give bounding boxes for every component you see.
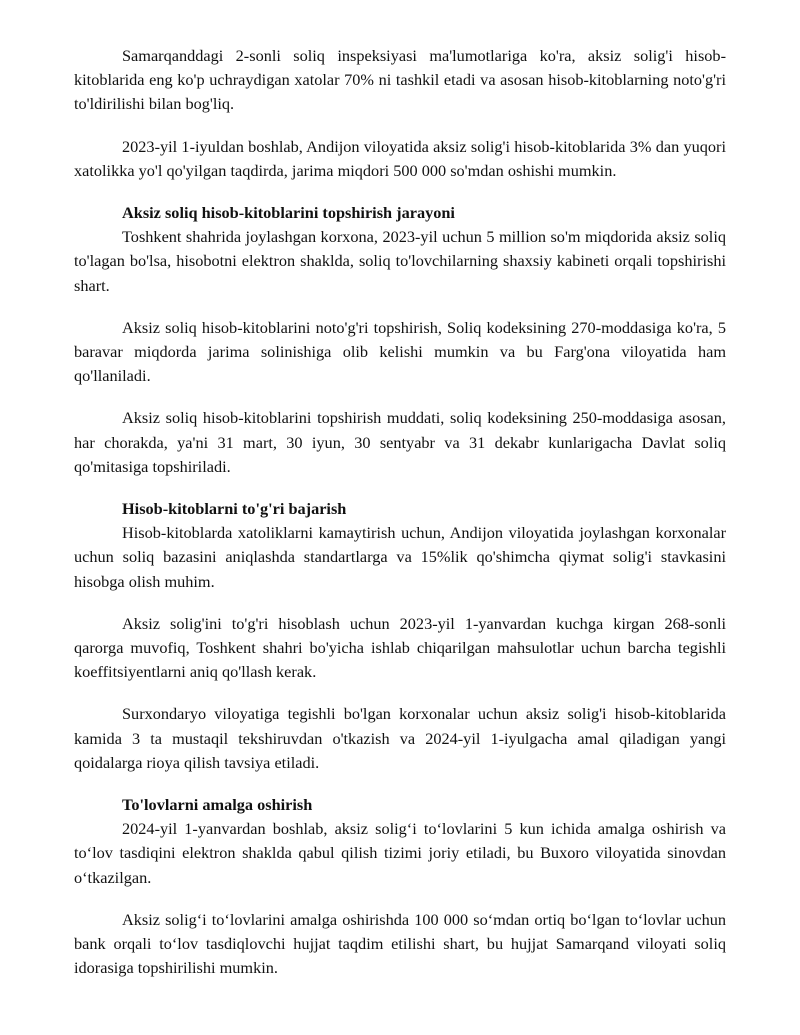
- paragraph-payment-5-days: 2024-yil 1-yanvardan boshlab, aksiz solig‘i to‘lovlarini 5 kun ichida amalga oshirish va to‘lov tasdiqini elektron shaklda qabul qilish tizimi joriy etiladi, bu Buxoro viloyatida sinovdan o‘tkazilgan.: [74, 819, 726, 887]
- paragraph-reduce-errors: Hisob-kitoblarda xatoliklarni kamaytirish uchun, Andijon viloyatida joylashgan korxonalar uchun soliq bazasini aniqlashda standartlarga va 15%lik qo'shimcha qiymat solig'i stavkasini hisobga olish muhim.: [74, 523, 726, 591]
- heading-correct-calculation: Hisob-kitoblarni to'g'ri bajarish: [122, 499, 347, 519]
- heading-submission-process: Aksiz soliq hisob-kitoblarini topshirish jarayoni: [122, 203, 455, 223]
- paragraph-bank-confirmation: Aksiz solig‘i to‘lovlarini amalga oshirishda 100 000 so‘mdan ortiq bo‘lgan to‘lovlar uchun bank orqali to‘lov tasdiqlovchi hujjat taqdim etilishi shart, bu hujjat Samarqand viloyati soliq idorasiga topshirilishi mumkin.: [74, 909, 726, 978]
- paragraph-submission-deadline: Aksiz soliq hisob-kitoblarini topshirish muddati, soliq kodeksining 250-moddasiga asosan, har chorakda, ya'ni 31 mart, 30 iyun, 30 sentyabr va 31 dekabr kunlarigacha Davlat soliq qo'mitasiga topshiriladi.: [74, 408, 726, 476]
- paragraph-surxondaryo: Surxondaryo viloyatiga tegishli bo'lgan korxonalar uchun aksiz solig'i hisob-kitoblarida kamida 3 ta mustaqil tekshiruvdan o'tkazish va 2024-yil 1-iyulgacha amal qiladigan yangi qoidalarga rioya qilish tavsiya etiladi.: [74, 704, 726, 772]
- paragraph-inspection-errors: Samarqanddagi 2-sonli soliq inspeksiyasi ma'lumotlariga ko'ra, aksiz solig'i hisob-kitoblarida eng ko'p uchraydigan xatolar 70% ni tashkil etadi va asosan hisob-kitoblarning noto'g'ri to'ldirilishi bilan bog'liq.: [74, 46, 726, 114]
- paragraph-incorrect-submission: Aksiz soliq hisob-kitoblarini noto'g'ri topshirish, Soliq kodeksining 270-moddasiga ko'ra, 5 baravar miqdorda jarima solinishiga olib kelishi mumkin va bu Farg'ona viloyatida ham qo'llaniladi.: [74, 317, 726, 386]
- paragraph-decree-268: Aksiz solig'ini to'g'ri hisoblash uchun 2023-yil 1-yanvardan kuchga kirgan 268-sonli qarorga muvofiq, Toshkent shahri bo'yicha ishlab chiqarilgan mahsulotlar uchun barcha tegishli koeffitsiyentlarni aniq qo'llash kerak.: [74, 613, 726, 682]
- paragraph-andijon-fine: 2023-yil 1-iyuldan boshlab, Andijon viloyatida aksiz solig'i hisob-kitoblarida 3% dan yuqori xatolikka yo'l qo'yilgan taqdirda, jarima miqdori 500 000 so'mdan oshishi mumkin.: [74, 136, 726, 180]
- document-page: [74, 44, 726, 999]
- heading-payments: To'lovlarni amalga oshirish: [122, 795, 313, 815]
- paragraph-tashkent-electronic: Toshkent shahrida joylashgan korxona, 2023-yil uchun 5 million so'm miqdorida aksiz soliq to'lagan bo'lsa, hisobotni elektron shaklda, soliq to'lovchilarning shaxsiy kabineti orqali topshirishi shart.: [74, 227, 726, 295]
